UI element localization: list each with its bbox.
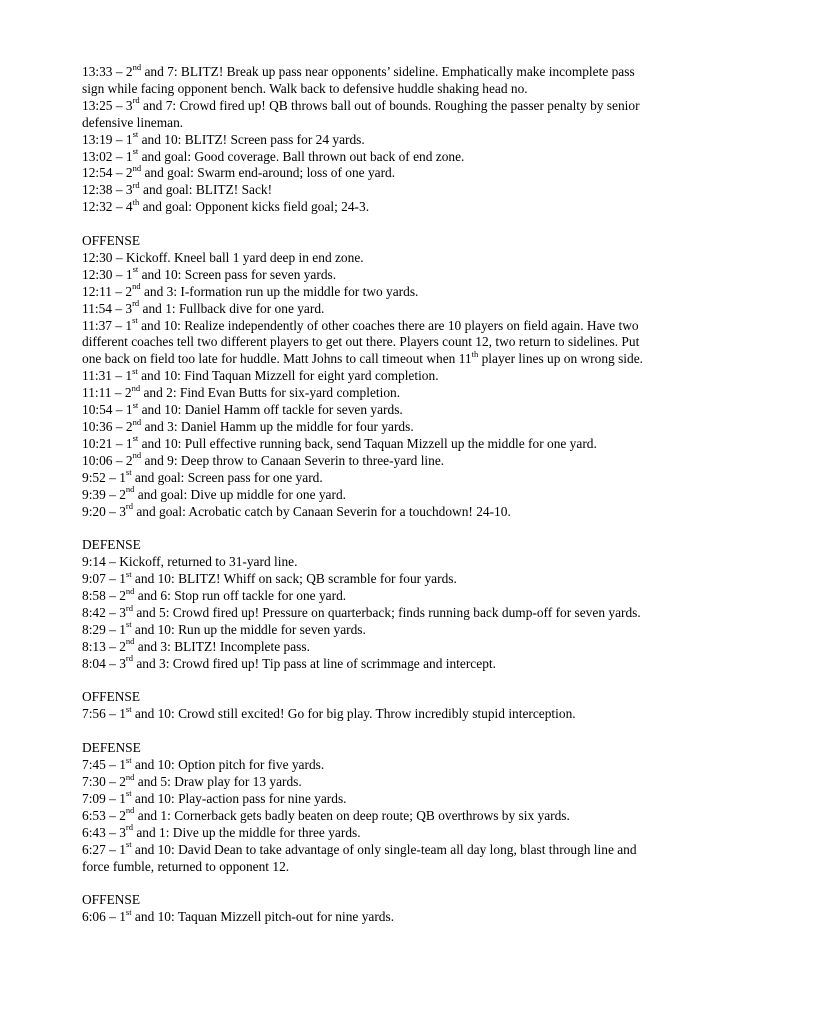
line-text: 7:56 – 1 — [82, 706, 126, 722]
play-line — [82, 771, 722, 791]
line-text: and 10: Play-action pass for nine yards. — [131, 790, 347, 806]
play-line — [82, 501, 722, 521]
ordinal-suffix: st — [125, 703, 132, 714]
line-text: and 5: Draw play for 13 yards. — [134, 774, 302, 789]
play-line — [82, 636, 722, 656]
line-text: 9:39 – 2 — [82, 486, 126, 502]
play-line — [82, 179, 722, 199]
ordinal-suffix: st — [132, 399, 139, 410]
line-text: and goal: Screen pass for one yard. — [131, 469, 323, 485]
play-line — [82, 81, 722, 98]
section-heading: OFFENSE — [82, 689, 141, 705]
line-text: 11:11 – 2 — [82, 385, 132, 401]
ordinal-suffix: st — [125, 839, 132, 850]
line-text: 13:25 – 3 — [82, 97, 133, 113]
ordinal-suffix: st — [125, 754, 132, 765]
play-line — [82, 484, 722, 504]
ordinal-suffix: rd — [125, 822, 133, 833]
block-offense-2 — [82, 689, 722, 723]
line-text: different coaches tell two different players to get out there. Players count 12, two return to sidelines. Put — [82, 334, 640, 350]
ordinal-suffix: nd — [125, 585, 135, 596]
ordinal-suffix: rd — [132, 179, 140, 190]
line-text: and 10: BLITZ! Whiff on sack; QB scramble for four yards. — [131, 571, 457, 587]
ordinal-suffix: th — [132, 196, 140, 207]
play-line — [82, 653, 722, 673]
play-line — [82, 554, 722, 571]
ordinal-suffix: st — [125, 467, 132, 478]
ordinal-suffix: nd — [132, 162, 142, 173]
line-text: 9:07 – 1 — [82, 571, 126, 587]
line-text: and goal: Opponent kicks field goal; 24-3. — [139, 199, 370, 215]
ordinal-suffix: st — [132, 315, 138, 326]
block-offense-3 — [82, 892, 722, 926]
line-text: 7:30 – 2 — [82, 774, 126, 789]
section-spacer — [82, 520, 722, 537]
line-text: 12:54 – 2 — [82, 165, 133, 181]
line-text: 13:33 – 2 — [82, 64, 133, 79]
play-line — [82, 281, 722, 301]
section-heading: OFFENSE — [82, 892, 141, 908]
play-line — [82, 298, 722, 318]
line-text: 10:54 – 1 — [82, 402, 133, 418]
ordinal-suffix: nd — [125, 636, 135, 647]
play-line — [82, 602, 722, 622]
line-text: 8:58 – 2 — [82, 588, 126, 604]
line-text: 7:45 – 1 — [82, 757, 126, 773]
block-defense-2 — [82, 537, 722, 672]
line-text: 11:54 – 3 — [82, 300, 133, 316]
ordinal-suffix: rd — [125, 653, 133, 664]
ordinal-suffix: nd — [132, 61, 142, 72]
section-spacer — [82, 216, 722, 233]
play-line — [82, 822, 722, 842]
line-text: defensive lineman. — [82, 114, 184, 130]
line-text: and goal: Acrobatic catch by Canaan Severin for a touchdown! 24-10. — [133, 503, 511, 519]
line-text: and 10: Option pitch for five yards. — [131, 757, 325, 773]
line-text: and 5: Crowd fired up! Pressure on quarterback; finds running back dump-off for seven yards. — [133, 604, 641, 620]
line-text: 11:31 – 1 — [82, 368, 133, 384]
play-line — [82, 146, 722, 166]
line-text: and 7: BLITZ! Break up pass near opponents’ sideline. Emphatically make incomplete pass — [141, 64, 635, 79]
play-line — [82, 839, 722, 859]
line-text: force fumble, returned to opponent 12. — [82, 858, 290, 874]
ordinal-suffix: st — [132, 365, 138, 376]
ordinal-suffix: nd — [131, 382, 141, 393]
line-text: and goal: Swarm end-around; loss of one yard. — [141, 165, 396, 181]
line-text: and 7: Crowd fired up! QB throws ball out of bounds. Roughing the passer penalty by senior — [139, 97, 640, 113]
line-text: 8:04 – 3 — [82, 655, 126, 671]
play-line — [82, 196, 722, 216]
ordinal-suffix: rd — [125, 602, 133, 613]
ordinal-suffix: st — [132, 129, 139, 140]
ordinal-suffix: st — [132, 264, 139, 275]
play-line — [82, 95, 722, 115]
line-text: 6:43 – 3 — [82, 824, 126, 840]
block-offense-1 — [82, 233, 722, 520]
line-text: and 3: BLITZ! Incomplete pass. — [134, 638, 310, 654]
play-line — [82, 754, 722, 774]
ordinal-suffix: st — [125, 619, 132, 630]
line-text: 9:52 – 1 — [82, 469, 126, 485]
ordinal-suffix: nd — [132, 416, 142, 427]
line-text: sign while facing opponent bench. Walk back to defensive huddle shaking head no. — [82, 80, 528, 96]
line-text: and 3: I-formation run up the middle for two yards. — [140, 283, 419, 299]
play-line — [82, 162, 722, 182]
line-text: 10:36 – 2 — [82, 419, 133, 435]
play-line — [82, 315, 722, 335]
line-text: and 2: Find Evan Butts for six-yard completion. — [140, 385, 401, 401]
play-line — [82, 382, 722, 402]
play-line — [82, 568, 722, 588]
ordinal-suffix: rd — [132, 95, 140, 106]
play-line — [82, 805, 722, 825]
play-line — [82, 859, 722, 876]
line-text: and 10: Crowd still excited! Go for big play. Throw incredibly stupid interception. — [131, 706, 576, 722]
line-text: and goal: Good coverage. Ball thrown out back of end zone. — [138, 148, 465, 164]
line-text: and 1: Fullback dive for one yard. — [139, 300, 325, 316]
line-text: and 10: Find Taquan Mizzell for eight yard completion. — [137, 368, 439, 384]
ordinal-suffix: rd — [125, 501, 133, 512]
play-line — [82, 467, 722, 487]
line-text: 6:27 – 1 — [82, 841, 126, 857]
ordinal-suffix: st — [132, 146, 139, 157]
play-line — [82, 399, 722, 419]
line-text: and 10: Screen pass for seven yards. — [138, 266, 337, 282]
line-text: and 10: Pull effective running back, send Taquan Mizzell up the middle for one yard. — [138, 435, 597, 451]
play-line — [82, 348, 722, 368]
ordinal-suffix: nd — [125, 771, 135, 782]
play-line — [82, 115, 722, 132]
section-heading: DEFENSE — [82, 537, 141, 553]
ordinal-suffix: th — [471, 348, 479, 359]
ordinal-suffix: st — [132, 433, 139, 444]
line-text: 6:53 – 2 — [82, 807, 126, 823]
line-text: 10:06 – 2 — [82, 452, 133, 468]
line-text: 13:19 – 1 — [82, 131, 133, 147]
line-text: and 10: Run up the middle for seven yards. — [131, 621, 366, 637]
play-line — [82, 433, 722, 453]
line-text: 12:32 – 4 — [82, 199, 133, 215]
line-text: and 6: Stop run off tackle for one yard. — [134, 588, 347, 604]
ordinal-suffix: nd — [125, 805, 135, 816]
play-line — [82, 906, 722, 926]
play-log — [82, 61, 722, 926]
play-line — [82, 250, 722, 267]
block-defense-3 — [82, 740, 722, 875]
line-text: 9:14 – Kickoff, returned to 31-yard line. — [82, 554, 298, 570]
line-text: and 1: Dive up the middle for three yards. — [133, 824, 361, 840]
ordinal-suffix: nd — [125, 484, 135, 495]
line-text: 6:06 – 1 — [82, 909, 126, 925]
ordinal-suffix: st — [125, 906, 132, 917]
section-spacer — [82, 875, 722, 892]
play-line — [82, 703, 722, 723]
play-line — [82, 619, 722, 639]
line-text: player lines up on wrong side. — [478, 351, 643, 367]
play-line — [82, 365, 722, 385]
play-line — [82, 416, 722, 436]
line-text: 8:42 – 3 — [82, 604, 126, 620]
play-line — [82, 334, 722, 351]
line-text: and 3: Crowd fired up! Tip pass at line of scrimmage and intercept. — [133, 655, 496, 671]
ordinal-suffix: st — [125, 568, 132, 579]
line-text: and 3: Daniel Hamm up the middle for four yards. — [141, 419, 414, 435]
ordinal-suffix: nd — [132, 450, 142, 461]
line-text: 10:21 – 1 — [82, 435, 133, 451]
line-text: 8:13 – 2 — [82, 638, 126, 654]
line-text: and goal: Dive up middle for one yard. — [134, 486, 346, 502]
section-heading: DEFENSE — [82, 740, 141, 756]
play-line — [82, 129, 722, 149]
line-text: and 10: David Dean to take advantage of only single-team all day long, blast through line and — [131, 841, 637, 857]
play-line — [82, 450, 722, 470]
ordinal-suffix: rd — [132, 298, 140, 309]
line-text: 7:09 – 1 — [82, 790, 126, 806]
line-text: 12:38 – 3 — [82, 182, 133, 198]
line-text: 11:37 – 1 — [82, 317, 133, 333]
line-text: and 10: Taquan Mizzell pitch-out for nine yards. — [131, 909, 395, 925]
line-text: and 9: Deep throw to Canaan Severin to three-yard line. — [141, 452, 445, 468]
line-text: and 1: Cornerback gets badly beaten on deep route; QB overthrows by six yards. — [134, 807, 570, 823]
line-text: 13:02 – 1 — [82, 148, 133, 164]
section-spacer — [82, 723, 722, 740]
play-line — [82, 61, 722, 81]
line-text: and 10: Daniel Hamm off tackle for seven yards. — [138, 402, 403, 418]
play-line — [82, 585, 722, 605]
play-line — [82, 264, 722, 284]
line-text: 12:11 – 2 — [82, 283, 133, 299]
line-text: and 10: BLITZ! Screen pass for 24 yards. — [138, 131, 365, 147]
section-heading: OFFENSE — [82, 233, 141, 249]
play-line — [82, 788, 722, 808]
line-text: and goal: BLITZ! Sack! — [139, 182, 273, 198]
line-text: 12:30 – Kickoff. Kneel ball 1 yard deep in end zone. — [82, 249, 364, 265]
section-spacer — [82, 673, 722, 690]
ordinal-suffix: nd — [132, 281, 141, 292]
line-text: 8:29 – 1 — [82, 621, 126, 637]
line-text: 12:30 – 1 — [82, 266, 133, 282]
line-text: 9:20 – 3 — [82, 503, 126, 519]
line-text: one back on field too late for huddle. Matt Johns to call timeout when 11 — [82, 351, 472, 367]
block-defense-1 — [82, 61, 722, 216]
line-text: and 10: Realize independently of other coaches there are 10 players on field again. Have two — [137, 317, 639, 333]
ordinal-suffix: st — [125, 788, 132, 799]
